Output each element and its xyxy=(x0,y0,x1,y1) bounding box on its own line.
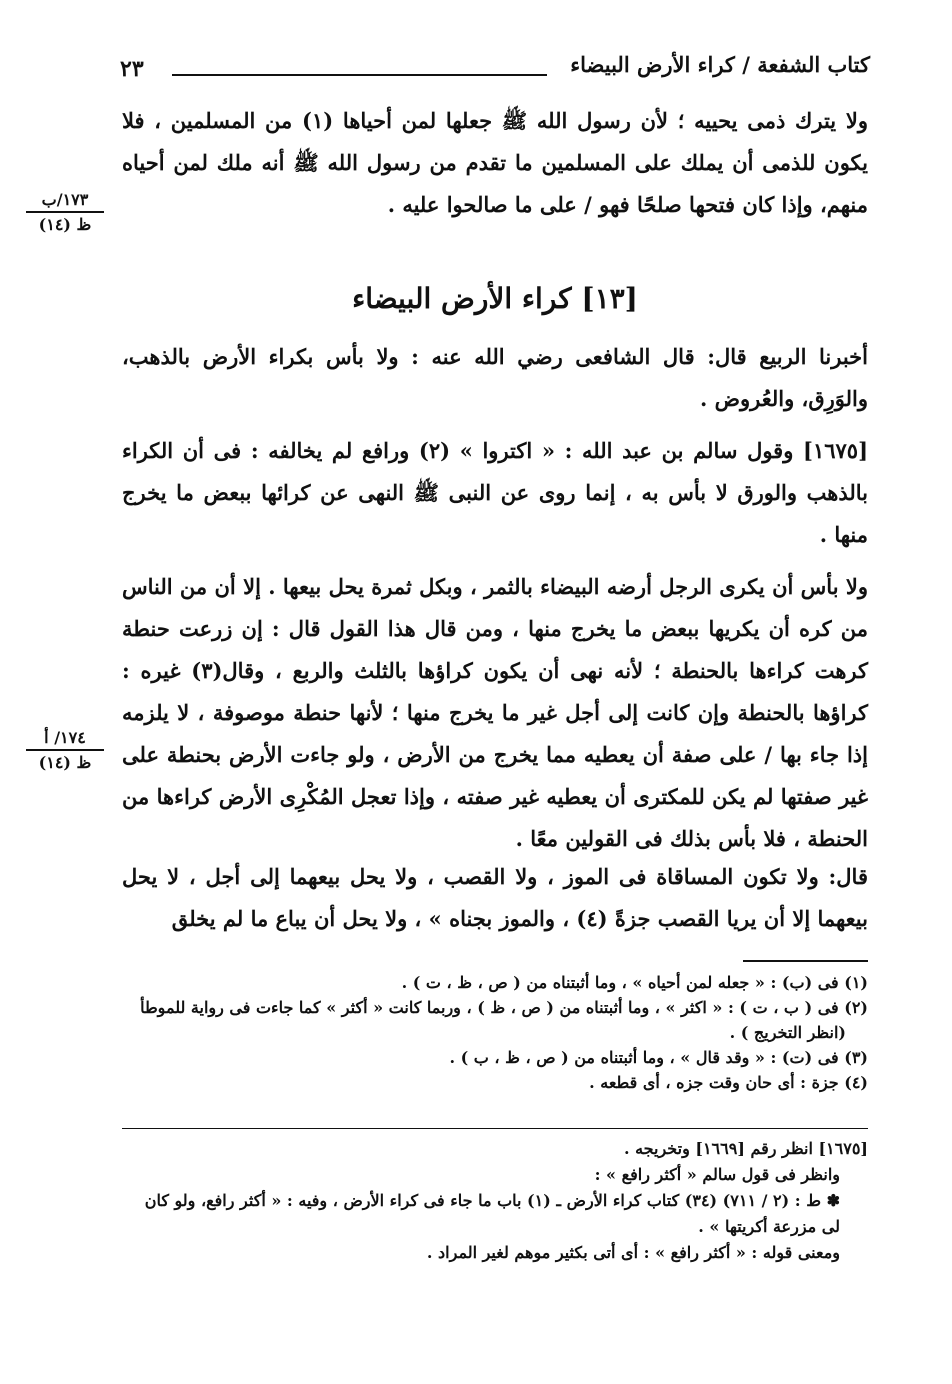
margin-note-manuscript: ظ (١٤) xyxy=(38,753,92,772)
footnote xyxy=(122,995,868,1045)
paragraph-musaqah: قال: ولا تكون المساقاة فى الموز ، ولا القصب ، ولا يحل بيعهما إلى أجل ، لا يحل بيعهما إلا أن يريا القصب جزةً (٤) ، والموز بجناه » ، ولا يحل أن يباع ما لم يخلق xyxy=(122,864,868,931)
footnote: (٣) فى (ت) : « وقد قال » ، وما أثبتناه من ( ص ، ظ ، ب ) . xyxy=(449,1048,868,1067)
intro-paragraph: ولا يترك ذمى يحييه ؛ لأن رسول الله ﷺ جعلها لمن أحياها (١) من المسلمين ، فلا يكون للذمى أن يملك على المسلمين ما تقدم من رسول الله ﷺ أنه ملك لمن أحياه منهم، وإذا كان فتحها صلحًا فهو / على ما صالحوا عليه . xyxy=(122,108,868,217)
page-number: ٢٣ xyxy=(120,56,144,82)
footnote-text: (٢) فى ( ب ، ت ) : « اكثر » ، وما أثبتناه من ( ص ، ظ ) ، وربما كانت « أكثر » كما جاءت فى رواية للموطأ xyxy=(140,998,868,1017)
takhrij-line: [١٦٧٥] انظر رقم [١٦٦٩] وتخريجه . xyxy=(623,1139,868,1158)
footnotes xyxy=(122,970,868,1095)
paragraph-kira: ولا بأس أن يكرى الرجل أرضه البيضاء بالثمر ، وبكل ثمرة يحل بيعها . إلا أن من الناس من كره أن يكريها ببعض ما يخرج منها ، ومن قال هذا القول قال : إن زرعت حنطة كرهت كراءها بالحنطة ؛ لأنه نهى أن يكون كراؤها بالثلث والربع ، وقال(٣) غيره : كراؤها بالحنطة وإن كانت إلى أجل غير ما يخرج منها ؛ لأنها حنطة موصوفة ، لا يلزمه إذا جاء بها / على صفة أن يعطيه مما يخرج من الأرض ، ولو جاءت الأرض بحنطة على غير صفتها لم يكن للمكترى أن يعطيه غير صفته ، وإذا تعجل المُكْرِى الأرض كراءها من الحنطة ، فلا بأس بذلك فى القولين معًا . xyxy=(122,574,869,851)
takhrij-line: ✽ ط : (٢ / ٧١١) (٣٤) كتاب كراء الأرض ـ (١) باب ما جاء فى كراء الأرض ، وفيه : « أكثر رافع، ولو كان لى مزرعة أكريتها » . xyxy=(144,1191,840,1236)
takhrij-notes xyxy=(122,1136,868,1266)
margin-note-folio-174a xyxy=(26,728,104,772)
notes-separator xyxy=(122,1128,868,1129)
margin-note-folio: ١٧٣/ب xyxy=(26,190,104,213)
footnote-continuation: (انظر التخريج ) . xyxy=(729,1023,846,1042)
paragraph-1675: [١٦٧٥] وقول سالم بن عبد الله : « اكتروا » (٢) ورافع لم يخالفه : فى أن الكراء بالذهب والورق لا بأس به ، إنما روى عن النبى ﷺ النهى عن كرائها ببعض ما يخرج منها . xyxy=(122,438,868,547)
margin-note-folio-173b xyxy=(26,190,104,234)
footnote: (٤) جزة : أى حان وقت جزه ، أى قطعه . xyxy=(589,1073,868,1092)
takhrij-line: وانظر فى قول سالم « أكثر رافع » : xyxy=(594,1165,840,1184)
header-rule xyxy=(172,74,547,76)
margin-note-manuscript: ظ (١٤) xyxy=(38,215,92,234)
running-title: كتاب الشفعة / كراء الأرض البيضاء xyxy=(570,52,870,77)
section-heading: [١٣] كراء الأرض البيضاء xyxy=(352,282,638,315)
paragraph-rabi: أخبرنا الربيع قال: قال الشافعى رضي الله عنه : ولا بأس بكراء الأرض بالذهب، والوَرِق، والعُروض . xyxy=(122,344,868,411)
takhrij-line: ومعنى قوله : « أكثر رافع » : أى أتى بكثير موهم لغير المراد . xyxy=(426,1243,840,1262)
margin-note-folio: ١٧٤/ أ xyxy=(26,728,104,751)
footnote: (١) فى (ب) : « جعله لمن أحياه » ، وما أثبتناه من ( ص ، ظ ، ت ) . xyxy=(401,973,868,992)
footnote-separator xyxy=(743,960,868,962)
